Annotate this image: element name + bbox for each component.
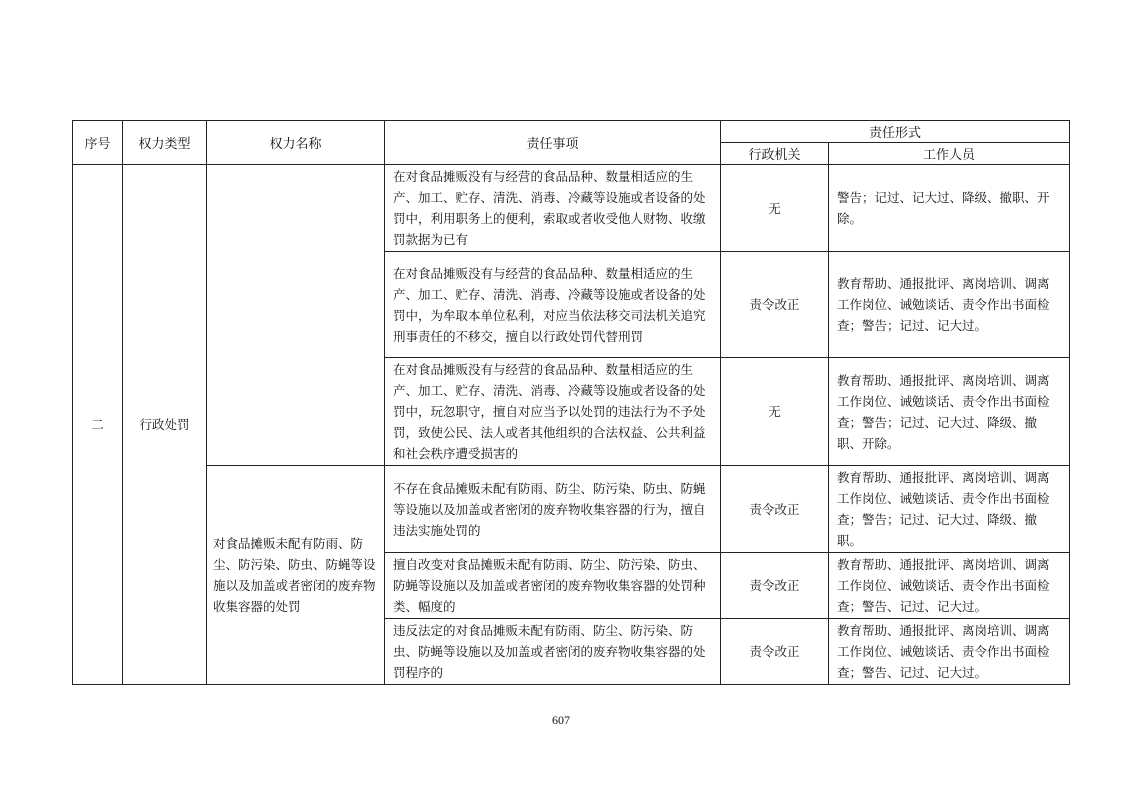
header-agency: 行政机关 bbox=[721, 143, 829, 165]
agency-cell: 责令改正 bbox=[721, 619, 829, 685]
responsibility-table bbox=[72, 120, 1070, 685]
header-seq: 序号 bbox=[73, 121, 123, 165]
header-row-1 bbox=[73, 121, 1070, 143]
staff-cell: 教育帮助、通报批评、离岗培训、调离工作岗位、诫勉谈话、责令作出书面检查；警告；记过、记大过。 bbox=[829, 252, 1070, 358]
power-type-cell: 行政处罚 bbox=[123, 165, 207, 685]
responsibility-cell: 违反法定的对食品摊贩未配有防雨、防尘、防污染、防虫、防蝇等设施以及加盖或者密闭的废弃物收集容器的处罚程序的 bbox=[385, 619, 721, 685]
staff-cell: 教育帮助、通报批评、离岗培训、调离工作岗位、诫勉谈话、责令作出书面检查；警告；记过、记大过、降级、撤职、开除。 bbox=[829, 358, 1070, 466]
staff-cell: 教育帮助、通报批评、离岗培训、调离工作岗位、诫勉谈话、责令作出书面检查；警告、记过、记大过。 bbox=[829, 619, 1070, 685]
header-responsibility: 责任事项 bbox=[385, 121, 721, 165]
agency-cell: 责令改正 bbox=[721, 466, 829, 553]
power-name-cell: 对食品摊贩未配有防雨、防尘、防污染、防虫、防蝇等设施以及加盖或者密闭的废弃物收集容器的处罚 bbox=[207, 466, 385, 685]
agency-cell: 无 bbox=[721, 165, 829, 252]
seq-cell: 二 bbox=[73, 165, 123, 685]
responsibility-cell: 在对食品摊贩没有与经营的食品品种、数量相适应的生产、加工、贮存、清洗、消毒、冷藏等设施或者设备的处罚中，利用职务上的便利，索取或者收受他人财物、收缴罚款据为已有 bbox=[385, 165, 721, 252]
responsibility-cell: 在对食品摊贩没有与经营的食品品种、数量相适应的生产、加工、贮存、清洗、消毒、冷藏等设施或者设备的处罚中，为牟取本单位私利，对应当依法移交司法机关追究刑事责任的不移交，擅自以行政处罚代替刑罚 bbox=[385, 252, 721, 358]
agency-cell: 责令改正 bbox=[721, 553, 829, 619]
responsibility-cell: 不存在食品摊贩未配有防雨、防尘、防污染、防虫、防蝇等设施以及加盖或者密闭的废弃物收集容器的行为，擅自违法实施处罚的 bbox=[385, 466, 721, 553]
header-power-type: 权力类型 bbox=[123, 121, 207, 165]
page-number: 607 bbox=[552, 713, 570, 727]
table-row bbox=[73, 466, 1070, 553]
table-row bbox=[73, 165, 1070, 252]
header-staff: 工作人员 bbox=[829, 143, 1070, 165]
agency-cell: 责令改正 bbox=[721, 252, 829, 358]
responsibility-cell: 在对食品摊贩没有与经营的食品品种、数量相适应的生产、加工、贮存、清洗、消毒、冷藏等设施或者设备的处罚中，玩忽职守，擅自对应当予以处罚的违法行为不予处罚，致使公民、法人或者其他组织的合法权益、公共利益和社会秩序遭受损害的 bbox=[385, 358, 721, 466]
staff-cell: 教育帮助、通报批评、离岗培训、调离工作岗位、诫勉谈话、责令作出书面检查；警告、记过、记大过。 bbox=[829, 553, 1070, 619]
staff-cell: 警告；记过、记大过、降级、撤职、开除。 bbox=[829, 165, 1070, 252]
header-power-name: 权力名称 bbox=[207, 121, 385, 165]
header-responsibility-form: 责任形式 bbox=[721, 121, 1070, 143]
staff-cell: 教育帮助、通报批评、离岗培训、调离工作岗位、诫勉谈话、责令作出书面检查；警告；记过、记大过、降级、撤职。 bbox=[829, 466, 1070, 553]
agency-cell: 无 bbox=[721, 358, 829, 466]
power-name-cell bbox=[207, 165, 385, 466]
responsibility-cell: 擅自改变对食品摊贩未配有防雨、防尘、防污染、防虫、防蝇等设施以及加盖或者密闭的废弃物收集容器的处罚种类、幅度的 bbox=[385, 553, 721, 619]
